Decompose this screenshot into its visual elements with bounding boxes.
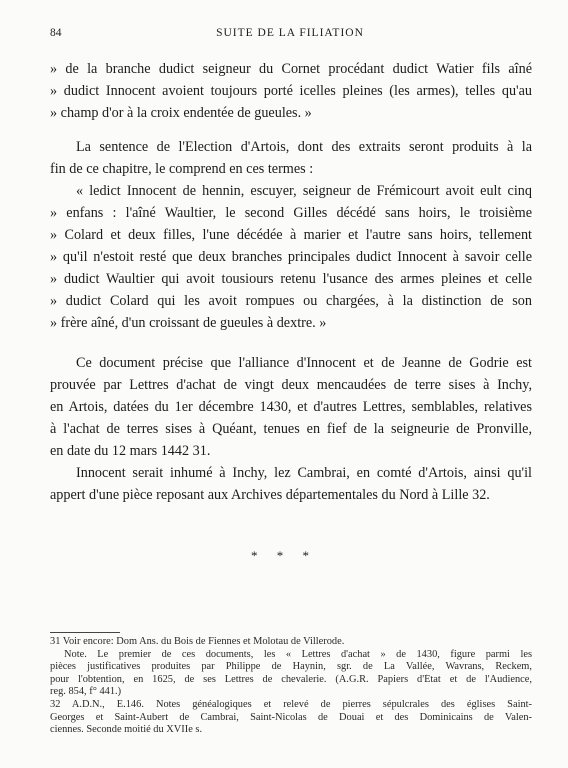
footnotes: [50, 636, 532, 737]
paragraph-document-details: [50, 352, 532, 462]
text-line: » dudict Waultier qui avoit tousiours retenu l'usance des armes pleines et celle: [50, 271, 532, 287]
text-line: à l'achat de terres sises à Quéant, tenues en fief de la seigneurie de Pronville,: [50, 421, 532, 437]
text-line: » frère aîné, d'un croissant de gueules à dextre. »: [50, 315, 327, 331]
text-line: prouvée par Lettres d'achat de vingt deux mencaudées de terre sises à Inchy,: [50, 377, 532, 393]
running-head: SUITE DE LA FILIATION: [216, 27, 364, 39]
text-line: » dudict Innocent avoient toujours porté icelles pleines (les armes), telles qu'au: [50, 83, 532, 99]
text-line: » qu'il n'estoit resté que deux branches principales dudict Innocent à savoir celle: [50, 249, 532, 265]
section-asterism: * * *: [251, 548, 317, 563]
footnote-line: pièces justificatives produites par Philippe de Haynin, sgr. de La Vallée, Wavrans, Reckem,: [50, 661, 532, 673]
footnote-line: Georges et Saint-Aubert de Cambrai, Saint-Nicolas de Douai et des Dominicains de Valen-: [50, 711, 532, 723]
text-line: Ce document précise que l'alliance d'Innocent et de Jeanne de Godrie est: [76, 355, 532, 371]
footnote-line: 32 A.D.N., E.146. Notes généalogiques et relevé de pierres sépulcrales des églises Saint-: [50, 698, 532, 710]
paragraph-sentence-election: [50, 136, 532, 334]
footnote-divider: [50, 632, 120, 633]
text-line: La sentence de l'Election d'Artois, dont des extraits seront produits à la: [76, 139, 532, 155]
text-line: » dudict Colard qui les avoit rompues ou chargées, à la distinction de son: [50, 293, 532, 309]
paragraph-burial: [50, 462, 532, 506]
text-line: » champ d'or à la croix endentée de gueules. »: [50, 105, 312, 121]
paragraph-quote-continuation: [50, 58, 532, 124]
text-line: en date du 12 mars 1442 31.: [50, 443, 211, 459]
text-line: fin de ce chapitre, le comprend en ces termes :: [50, 161, 314, 177]
text-line: appert d'une pièce reposant aux Archives départementales du Nord à Lille 32.: [50, 487, 490, 503]
text-line: « ledict Innocent de hennin, escuyer, seigneur de Frémicourt avoit eult cinq: [76, 183, 532, 199]
footnote-line: 31 Voir encore: Dom Ans. du Bois de Fiennes et Molotau de Villerode.: [50, 636, 345, 647]
footnote-line: reg. 854, f° 441.): [50, 686, 122, 698]
footnote-line: pour l'obtention, en 1625, de ses Lettres de chevalerie. (A.G.R. Papiers d'État et de l'Audience,: [50, 673, 532, 685]
page-header: [50, 27, 530, 43]
text-line: en Artois, datées du 1er décembre 1430, et d'autres Lettres, semblables, relatives: [50, 399, 532, 415]
text-line: Innocent serait inhumé à Inchy, lez Cambrai, en comté d'Artois, ainsi qu'il: [76, 465, 532, 481]
text-line: » enfans : l'aîné Waultier, le second Gilles décédé sans hoirs, le troisième: [50, 205, 532, 221]
footnote-line: ciennes. Seconde moitié du XVIIe s.: [50, 724, 203, 736]
page-number: 84: [50, 27, 62, 39]
text-line: » Colard et deux filles, l'une décédée à marier et l'autre sans hoirs, tellement: [50, 227, 532, 243]
footnote-line: Note. Le premier de ces documents, les « Lettres d'achat » de 1430, figure parmi les: [64, 648, 532, 660]
text-line: » de la branche dudict seigneur du Cornet procédant dudict Watier fils aîné: [50, 61, 532, 77]
